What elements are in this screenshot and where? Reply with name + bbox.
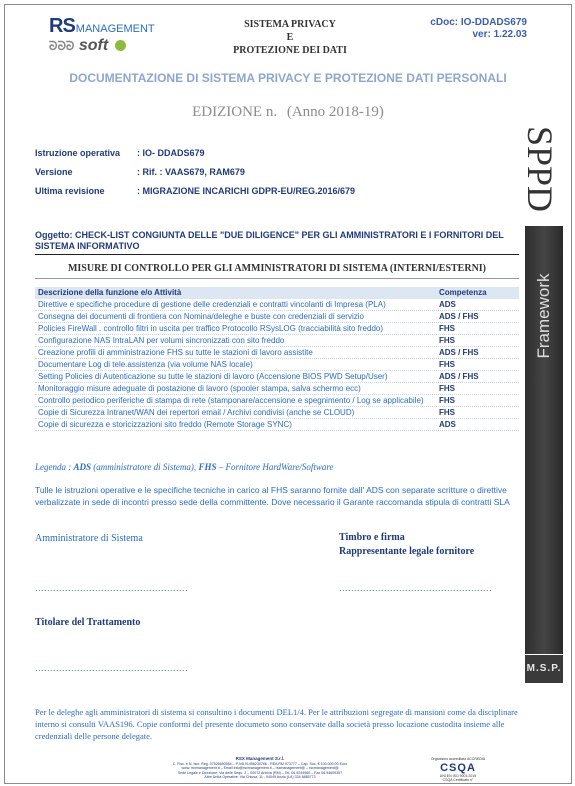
logo-management-text: MANAGEMENT <box>75 23 155 35</box>
row-competence: FHS <box>439 360 455 369</box>
logo-soft <box>49 37 126 55</box>
row-description: Policies FireWall . controllo filtri in uscita per traffico Protocollo RSysLOG (tracciabilità sito freddo) <box>38 324 384 333</box>
company-line: C. Fisc. e N. Iscr. Reg. 07526650584 – P.IVA 01456230766 - REA RM 973777 – Cap. Soc. € 100.000,00 Euro <box>172 761 348 766</box>
row-competence: ADS / FHS <box>439 372 479 381</box>
framework-text: Framework <box>534 273 553 359</box>
controller-signature-label: Titolare del Trattamento <box>35 617 141 628</box>
table-row <box>35 395 519 407</box>
row-competence: FHS <box>439 396 455 405</box>
system-title-line-3: PROTEZIONE DEI DATI <box>233 45 347 56</box>
table-row <box>35 419 519 431</box>
legend-fhs: FHS <box>198 462 217 472</box>
row-description: Consegna dei documenti di frontiera con Nomina/deleghe e buste con credenziali di servizio <box>38 312 364 321</box>
csqa-logo: CSQA <box>440 762 476 774</box>
company-logo <box>49 15 155 38</box>
system-title-line-1: SISTEMA PRIVACY <box>244 19 336 30</box>
legend-ads: ADS <box>73 462 92 472</box>
logo-green-dot-icon <box>115 40 126 51</box>
divider <box>35 254 519 255</box>
subject-label: Oggetto: <box>35 230 73 240</box>
doc-version: ver: 1.22.03 <box>472 29 527 40</box>
divider <box>35 278 519 279</box>
table-legend <box>35 462 334 472</box>
system-title-line-2: E <box>286 32 294 43</box>
doc-code <box>405 17 527 41</box>
supplier-signature-line-2: Rappresentante legale fornitore <box>339 546 475 557</box>
sppd-text: SPPD <box>520 125 560 213</box>
meta-value-revisione: : MIGRAZIONE INCARICHI GDPR-EU/REG.2016/679 <box>137 186 356 196</box>
company-line: www. rsxmanagement.it – Email info@rsxmanagement.it – rsxmanagement@ – rsxmanagement@ <box>181 766 339 771</box>
row-competence: FHS <box>439 324 455 333</box>
logo-swirl-icon: ᘐᘐᘐ <box>49 39 75 53</box>
document-title: DOCUMENTAZIONE DI SISTEMA PRIVACY E PROTEZIONE DATI PERSONALI <box>69 71 507 85</box>
csqa-standard: UNI EN ISO 9001:2015 <box>439 774 477 778</box>
company-name: RSX Management S.r.l. <box>235 756 285 761</box>
logo-rs-text: RS <box>49 15 75 37</box>
section-title: MISURE DI CONTROLLO PER GLI AMMINISTRATORI DI SISTEMA (INTERNI/ESTERNI) <box>67 263 487 274</box>
msp-badge <box>525 655 563 683</box>
sppd-vertical-label <box>517 119 563 219</box>
msp-text: M.S.P. <box>526 663 562 674</box>
admin-signature-line: ................................................... <box>35 583 189 593</box>
legend-ads-desc: (amministratore di Sistema), <box>91 462 199 472</box>
csqa-top-text: Organismo accreditato ACCREDIA <box>430 757 486 761</box>
row-description: Documentare Log di tele.assistenza (via volume NAS locale) <box>38 360 253 369</box>
row-competence: FHS <box>439 408 455 417</box>
table-row <box>35 335 519 347</box>
subject <box>35 230 525 252</box>
table-row <box>35 371 519 383</box>
csqa-certification <box>423 757 493 782</box>
supplier-signature-line: ................................................... <box>339 583 493 593</box>
row-description: Direttive e specifiche procedure di gestione delle credenziali e contratti vincolanti di Impresa (PLA) <box>38 300 386 309</box>
instructions-note: Tulle le istruzioni operative e le specifiche tecniche in carico al FHS saranno fornite dall' ADS con separate scritture o direttive verbalizzate in sede di incontri presso sede della committente. Dove necessario il Garante raccomanda stipula di contratti SLA <box>35 485 510 507</box>
row-description: Controllo periodico periferiche di stampa di rete (stamponare/accensione e spegnimento / Log se applicabile) <box>38 396 424 405</box>
row-description: Monitoraggio misure adeguate di postazione di lavoro (spooler stampa, salva schermo ecc) <box>38 384 361 393</box>
legend-prefix: Legenda : <box>35 462 74 472</box>
row-description: Creazione profili di amministrazione FHS su tutte le stazioni di lavoro assistite <box>38 348 313 357</box>
supplier-signature-label <box>339 531 474 559</box>
column-header-description: Descrizione della funzione e/o Attività <box>38 288 182 297</box>
csqa-cert: CSQA Certificato n° <box>442 778 474 782</box>
edition-line <box>5 104 571 121</box>
row-competence: FHS <box>439 384 455 393</box>
legend-fhs-desc: – Fornitore HardWare/Software <box>216 462 334 472</box>
company-line: Sede Legale e Direzione: Via delle Sequ. 2 – 00072 Ariccia (RM) – Tel. 06.9244960 – Fax 06.94609357 <box>177 770 343 775</box>
controls-table <box>35 287 519 431</box>
footer-note: Per le deleghe agli amministratori di sistema si consultino i documenti DEL1/4. Per le attribuzioni segregate di mansioni come da disciplinare interno si consulti VAAS196. Copie conformi del presente documeto sono conservate dalla società presso locazione custodita insieme alle credenziali delle persone delegate. <box>35 707 518 741</box>
row-description: Copie di Sicurezza Intranet/WAN dei repertori email / Archivi condivisi (anche se CLOUD) <box>38 408 355 417</box>
column-header-competence: Competenza <box>439 288 487 297</box>
table-row <box>35 323 519 335</box>
company-info <box>125 757 395 780</box>
row-competence: ADS / FHS <box>439 348 479 357</box>
edition-year: (Anno 2018-19) <box>286 104 384 120</box>
admin-signature-label: Amministratore di Sistema <box>35 533 143 544</box>
meta-value-versione: : Rif. : VAAS679, RAM679 <box>137 167 245 177</box>
doc-code-id: cDoc: IO-DDADS679 <box>430 17 527 28</box>
edition-label: EDIZIONE n. <box>192 104 278 120</box>
meta-label-istruzione: Istruzione operativa <box>35 148 121 158</box>
row-description: Configurazione NAS IntraLAN per volumi sincronizzati con sito freddo <box>38 336 285 345</box>
table-row <box>35 347 519 359</box>
subject-text: CHECK-LIST CONGIUNTA DELLE "DUE DILIGENCE" PER GLI AMMINISTRATORI E I FORNITORI DEL SISTEMA INFORMATIVO <box>35 230 504 251</box>
table-row <box>35 311 519 323</box>
supplier-signature-line-1: Timbro e firma <box>339 532 405 543</box>
meta-value-istruzione: : IO- DDADS679 <box>137 148 205 158</box>
table-row <box>35 407 519 419</box>
row-competence: FHS <box>439 336 455 345</box>
company-line: Altre Unità Operative: Via Chiusa, 11 - 04049 Anzio (LA) 334 8885773 <box>204 775 316 780</box>
table-row <box>35 359 519 371</box>
row-description: Copie di sicurezza e storicizzazioni sito freddo (Remote Storage SYNC) <box>38 420 292 429</box>
meta-label-versione: Versione <box>35 167 73 177</box>
row-competence: ADS <box>439 420 456 429</box>
table-row <box>35 299 519 311</box>
document-page <box>4 4 572 784</box>
framework-side-bar <box>525 226 563 654</box>
meta-label-revisione: Ultima revisione <box>35 186 105 196</box>
system-title <box>195 18 385 57</box>
row-description: Setting Policies di Autenticazione su tutte le stazioni di lavoro (Accensione BIOS PWD Setup/User) <box>38 372 388 381</box>
table-header <box>35 287 519 299</box>
logo-soft-text: soft <box>78 37 109 54</box>
row-competence: ADS / FHS <box>439 312 479 321</box>
row-competence: ADS <box>439 300 456 309</box>
controller-signature-line: ................................................... <box>35 663 189 673</box>
table-row <box>35 383 519 395</box>
